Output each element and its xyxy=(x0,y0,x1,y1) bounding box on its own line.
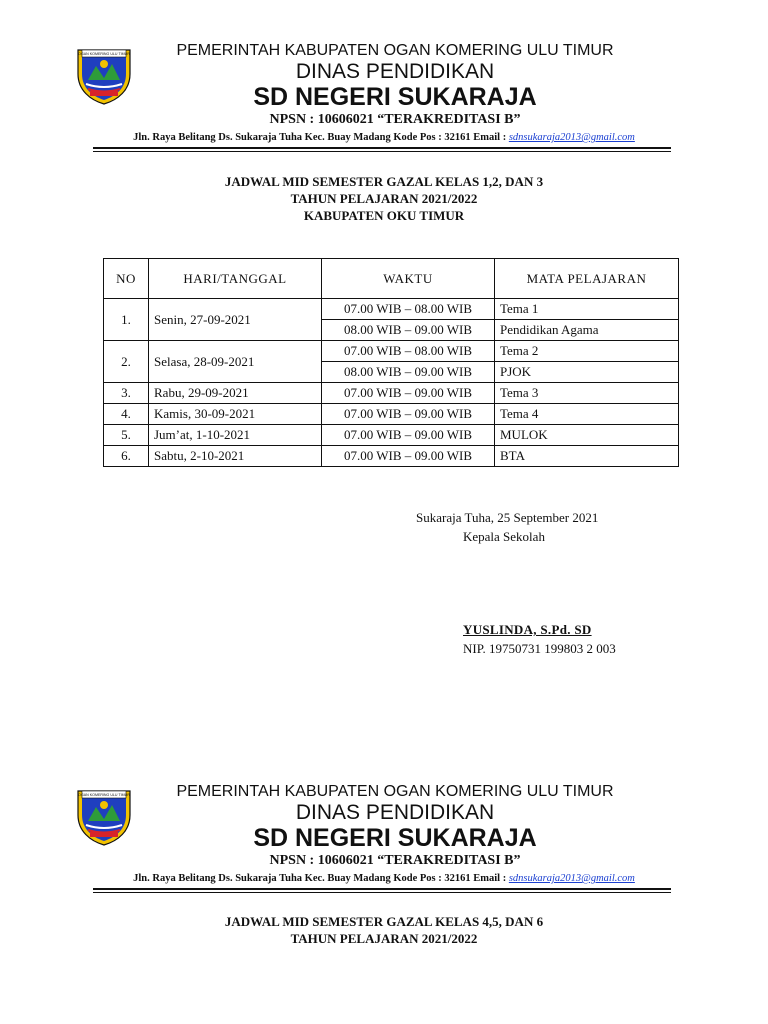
emblem-text: OGAN KOMERING ULU TIMUR xyxy=(78,52,130,57)
divider xyxy=(93,888,671,890)
title-line: TAHUN PELAJARAN 2021/2022 xyxy=(290,191,478,206)
kop-department: DINAS PENDIDIKAN xyxy=(295,801,495,824)
cell-day: Senin, 27-09-2021 xyxy=(149,299,322,341)
cell-time: 07.00 WIB – 09.00 WIB xyxy=(322,425,495,446)
divider xyxy=(93,151,671,152)
table-row xyxy=(104,446,679,467)
cell-subject: MULOK xyxy=(495,425,679,446)
cell-subject: Tema 3 xyxy=(495,383,679,404)
title-line: KABUPATEN OKU TIMUR xyxy=(303,208,465,223)
column-header-subject: MATA PELAJARAN xyxy=(495,259,679,299)
cell-no: 6. xyxy=(104,446,149,467)
table-row xyxy=(104,404,679,425)
kop-address xyxy=(0,873,768,884)
cell-day: Jum’at, 1-10-2021 xyxy=(149,425,322,446)
table-row xyxy=(104,341,679,362)
kop-npsn: NPSN : 10606021 “TERAKREDITASI B” xyxy=(269,112,521,127)
table-header-row xyxy=(104,259,679,299)
schedule-table xyxy=(103,258,679,467)
signature-place-date: Sukaraja Tuha, 25 September 2021 xyxy=(416,510,599,525)
cell-time: 08.00 WIB – 09.00 WIB xyxy=(322,362,495,383)
cell-time: 07.00 WIB – 09.00 WIB xyxy=(322,404,495,425)
cell-time: 07.00 WIB – 08.00 WIB xyxy=(322,341,495,362)
column-header-time: WAKTU xyxy=(322,259,495,299)
divider xyxy=(93,147,671,149)
cell-subject: Tema 1 xyxy=(495,299,679,320)
kop-address xyxy=(0,132,768,143)
schedule-title-2 xyxy=(0,913,768,947)
signature-name: YUSLINDA, S.Pd. SD xyxy=(463,622,592,637)
cell-subject: Pendidikan Agama xyxy=(495,320,679,341)
cell-no: 1. xyxy=(104,299,149,341)
table-row xyxy=(104,383,679,404)
cell-no: 5. xyxy=(104,425,149,446)
column-header-no: NO xyxy=(104,259,149,299)
schedule-title xyxy=(0,173,768,224)
kop-npsn: NPSN : 10606021 “TERAKREDITASI B” xyxy=(269,853,521,868)
column-header-day: HARI/TANGGAL xyxy=(149,259,322,299)
cell-day: Sabtu, 2-10-2021 xyxy=(149,446,322,467)
cell-day: Rabu, 29-09-2021 xyxy=(149,383,322,404)
address-text: Jln. Raya Belitang Ds. Sukaraja Tuha Kec. Buay Madang Kode Pos : 32161 Email : xyxy=(133,873,509,884)
email-link[interactable]: sdnsukaraja2013@gmail.com xyxy=(508,873,635,884)
cell-subject: Tema 4 xyxy=(495,404,679,425)
letterhead-bottom xyxy=(0,781,768,901)
title-line: JADWAL MID SEMESTER GAZAL KELAS 1,2, DAN 3 xyxy=(224,174,544,189)
title-line: JADWAL MID SEMESTER GAZAL KELAS 4,5, DAN 6 xyxy=(224,914,544,929)
emblem-text: OGAN KOMERING ULU TIMUR xyxy=(78,793,130,798)
signature-role: Kepala Sekolah xyxy=(463,529,545,544)
kop-government: PEMERINTAH KABUPATEN OGAN KOMERING ULU TIMUR xyxy=(176,783,614,800)
cell-no: 4. xyxy=(104,404,149,425)
kop-school-name: SD NEGERI SUKARAJA xyxy=(253,824,537,852)
table-row xyxy=(104,299,679,320)
cell-day: Kamis, 30-09-2021 xyxy=(149,404,322,425)
table-row xyxy=(104,425,679,446)
title-line: TAHUN PELAJARAN 2021/2022 xyxy=(290,931,478,946)
cell-time: 07.00 WIB – 09.00 WIB xyxy=(322,446,495,467)
cell-subject: BTA xyxy=(495,446,679,467)
cell-time: 07.00 WIB – 08.00 WIB xyxy=(322,299,495,320)
kop-government: PEMERINTAH KABUPATEN OGAN KOMERING ULU TIMUR xyxy=(176,42,614,59)
cell-time: 08.00 WIB – 09.00 WIB xyxy=(322,320,495,341)
divider xyxy=(93,892,671,893)
cell-time: 07.00 WIB – 09.00 WIB xyxy=(322,383,495,404)
email-link[interactable]: sdnsukaraja2013@gmail.com xyxy=(508,132,635,143)
letterhead-top xyxy=(0,40,768,160)
signature-nip: NIP. 19750731 199803 2 003 xyxy=(463,641,616,656)
cell-subject: PJOK xyxy=(495,362,679,383)
kop-school-name: SD NEGERI SUKARAJA xyxy=(253,83,537,111)
cell-no: 3. xyxy=(104,383,149,404)
kop-department: DINAS PENDIDIKAN xyxy=(295,60,495,83)
cell-no: 2. xyxy=(104,341,149,383)
address-text: Jln. Raya Belitang Ds. Sukaraja Tuha Kec. Buay Madang Kode Pos : 32161 Email : xyxy=(133,132,509,143)
cell-day: Selasa, 28-09-2021 xyxy=(149,341,322,383)
cell-subject: Tema 2 xyxy=(495,341,679,362)
